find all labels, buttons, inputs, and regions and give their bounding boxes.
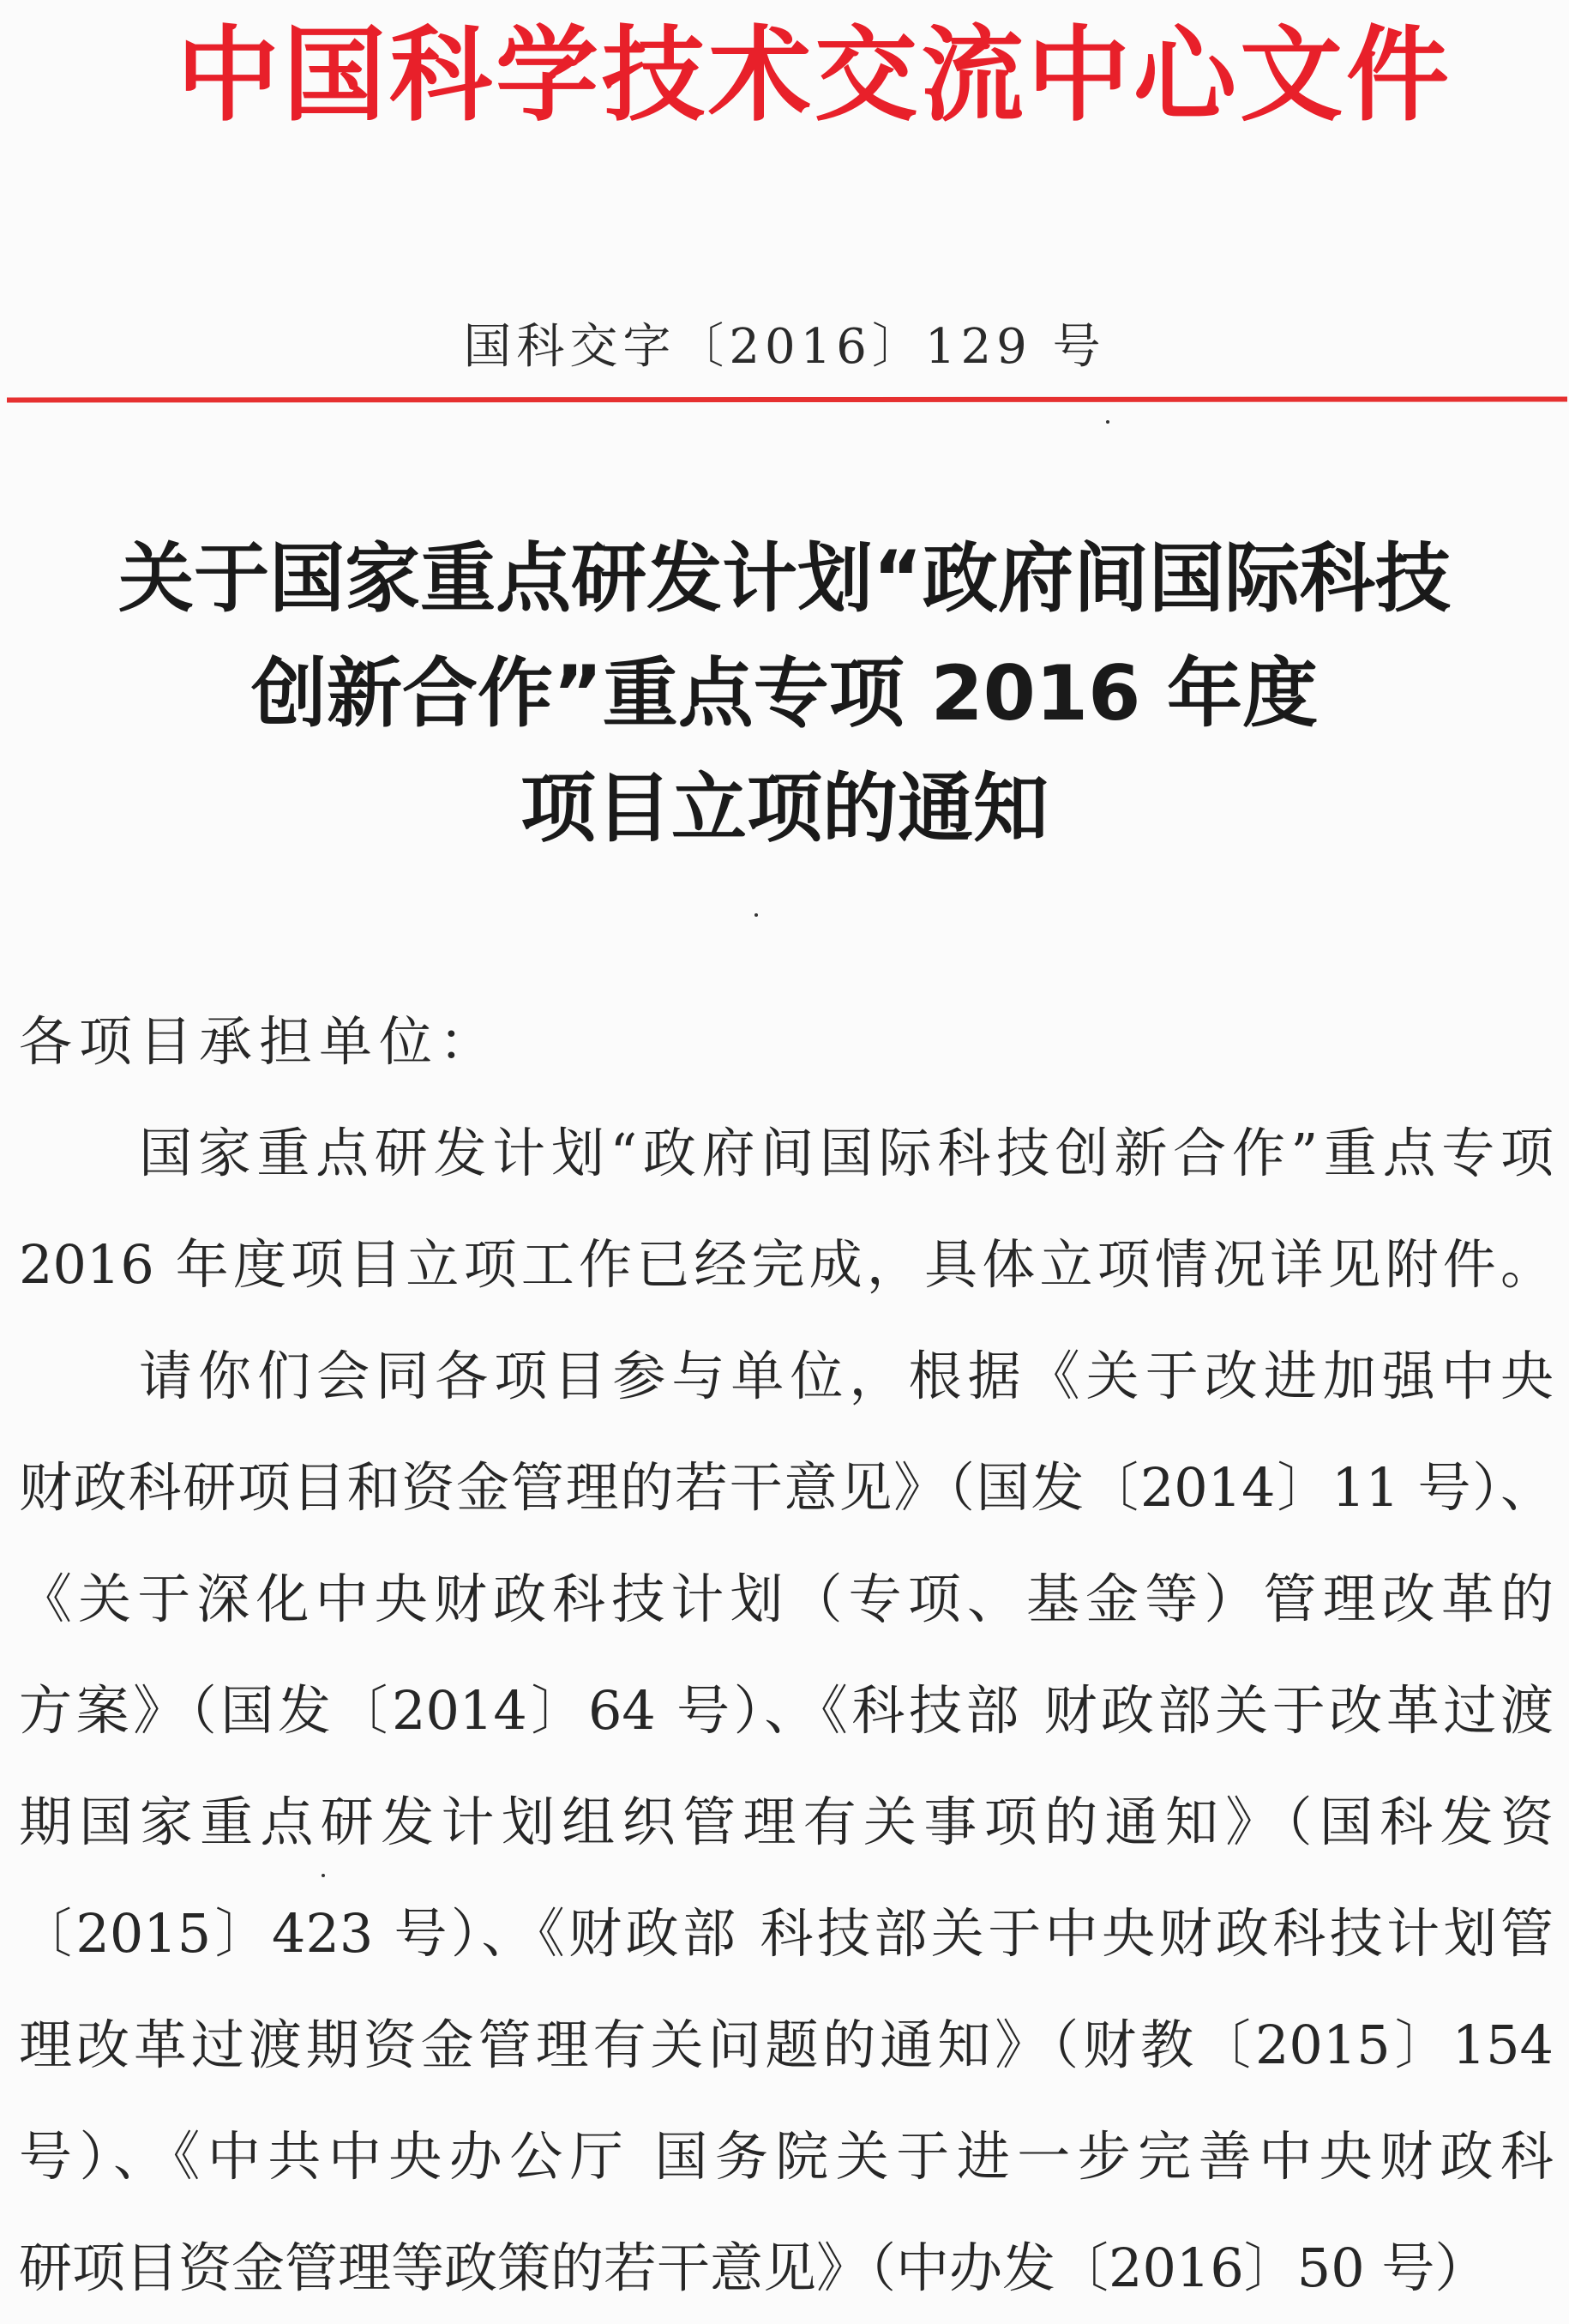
paragraph-line: 财政科研项目和资金管理的若干意见》（国发〔2014〕11 号）、 [19,1456,1554,1519]
red-divider-line [7,397,1567,403]
paragraph-line: 方案》（国发〔2014〕64 号）、《科技部 财政部关于改革过渡 [19,1679,1554,1742]
title-line-1: 关于国家重点研发计划“政府间国际科技 [118,534,1451,623]
paragraph-line: 〔2015〕423 号）、《财政部 科技部关于中央财政科技计划管 [19,1902,1554,1965]
paragraph-line: 号）、《中共中央办公厅 国务院关于进一步完善中央财政科 [19,2125,1554,2188]
paragraph-line: 期国家重点研发计划组织管理有关事项的通知》（国科发资 [19,1791,1554,1853]
paragraph-line: 《关于深化中央财政科技计划（专项、基金等）管理改革的 [19,1568,1554,1630]
title-line-2: 创新合作”重点专项 2016 年度 [250,649,1319,738]
notice-title [0,521,1569,866]
paragraph-line: 研项目资金管理等政策的若干意见》（中办发〔2016〕50 号） [19,2237,1488,2299]
paragraph-line: 请你们会同各项目参与单位，根据《关于改进加强中央 [139,1345,1554,1407]
scan-speck [322,1874,325,1877]
document-number: 国科交字〔2016〕129 号 [463,319,1106,375]
title-line-3: 项目立项的通知 [520,764,1049,852]
body-text [19,986,1554,2324]
letterhead [77,0,1552,150]
salutation: 各项目承担单位： [19,1010,500,1073]
paragraph-line: 国家重点研发计划“政府间国际科技创新合作”重点专项 [139,1122,1554,1184]
paragraph-line: 理改革过渡期资金管理有关问题的通知》（财教〔2015〕154 [19,2014,1554,2076]
scan-speck [1106,420,1109,424]
letterhead-title: 中国科学技术交流中心文件 [177,14,1452,135]
paragraph-line: 2016 年度项目立项工作已经完成，具体立项情况详见附件。 [19,1233,1554,1296]
scan-speck [754,913,758,917]
